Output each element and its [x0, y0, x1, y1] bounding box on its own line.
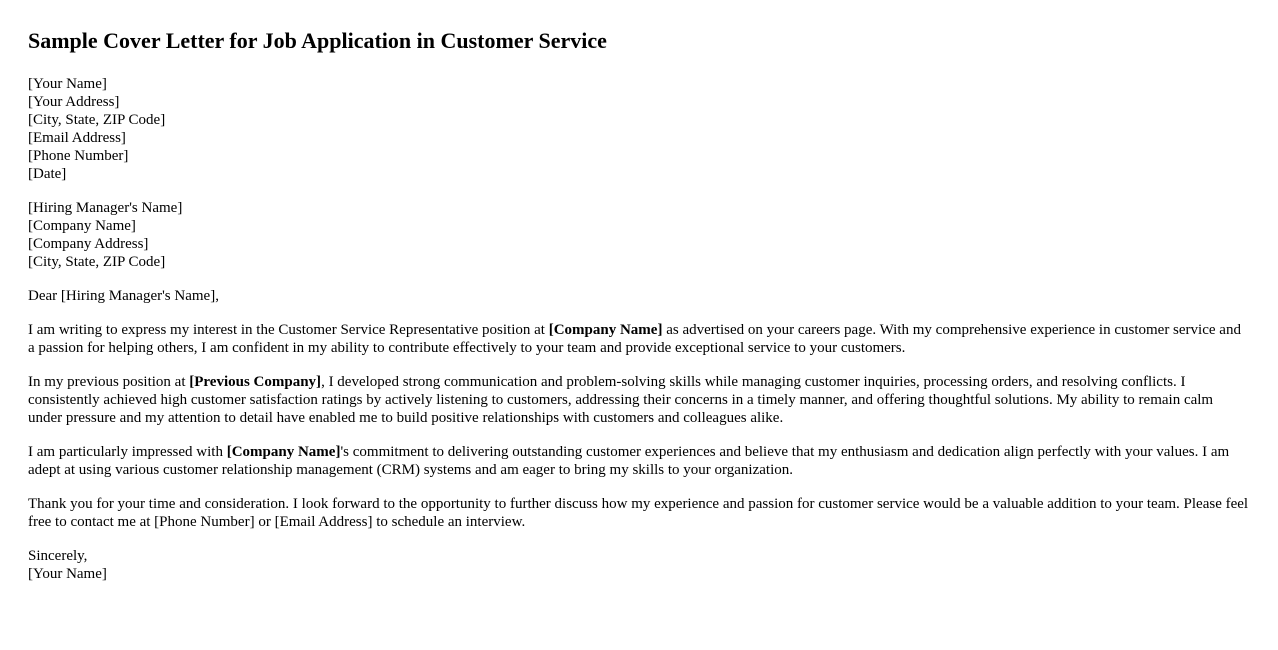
sender-phone: [Phone Number]: [28, 148, 129, 164]
sender-email: [Email Address]: [28, 130, 126, 146]
recipient-address: [Company Address]: [28, 236, 149, 252]
recipient-city-state-zip: [City, State, ZIP Code]: [28, 254, 166, 270]
body-paragraph-1: [28, 321, 1250, 357]
letter-date: [Date]: [28, 166, 67, 182]
sender-name: [Your Name]: [28, 76, 107, 92]
closing-signoff: Sincerely,: [28, 548, 88, 564]
paragraph-text: I am particularly impressed with: [28, 444, 227, 460]
paragraph-text: as advertised on your careers page. With my comprehensive experience in customer service and a passion for helping others, I am confident in my ability to contribute effectively to your team and provide exceptional service to your customers.: [28, 322, 1241, 356]
body-paragraph-2: [28, 373, 1250, 427]
recipient-block: [28, 199, 1250, 271]
company-name-emphasis: [Company Name]: [226, 444, 341, 460]
closing-block: [28, 547, 1250, 583]
body-paragraph-4: Thank you for your time and consideration. I look forward to the opportunity to further discuss how my experience and passion for customer service would be a valuable addition to your team. Please feel free to contact me at [Phone Number] or [Email Address] to schedule an interview.: [28, 496, 1249, 530]
sender-address: [Your Address]: [28, 94, 120, 110]
recipient-manager: [Hiring Manager's Name]: [28, 200, 183, 216]
sender-city-state-zip: [City, State, ZIP Code]: [28, 112, 166, 128]
sender-block: [28, 75, 1250, 183]
company-name-emphasis: [Company Name]: [548, 322, 663, 338]
previous-company-emphasis: [Previous Company]: [189, 374, 322, 390]
body-paragraph-3: [28, 443, 1250, 479]
recipient-company: [Company Name]: [28, 218, 136, 234]
paragraph-text: In my previous position at: [28, 374, 190, 390]
salutation: Dear [Hiring Manager's Name],: [28, 288, 219, 304]
paragraph-text: , I developed strong communication and problem-solving skills while managing customer inquiries, processing orders, and resolving conflicts. I consistently achieved high customer satisfaction ratings by actively listening to customers, addressing their concerns in a timely manner, and offering thoughtful solutions. My ability to remain calm under pressure and my attention to detail have enabled me to build positive relationships with customers and colleagues alike.: [28, 374, 1214, 426]
closing-name: [Your Name]: [28, 566, 107, 582]
page-title: Sample Cover Letter for Job Application in Customer Service: [28, 28, 607, 53]
paragraph-text: I am writing to express my interest in the Customer Service Representative position at: [28, 322, 549, 338]
paragraph-text: 's commitment to delivering outstanding customer experiences and believe that my enthusiasm and dedication align perfectly with your values. I am adept at using various customer relationship management (CRM) systems and am eager to bring my skills to your organization.: [28, 444, 1230, 478]
